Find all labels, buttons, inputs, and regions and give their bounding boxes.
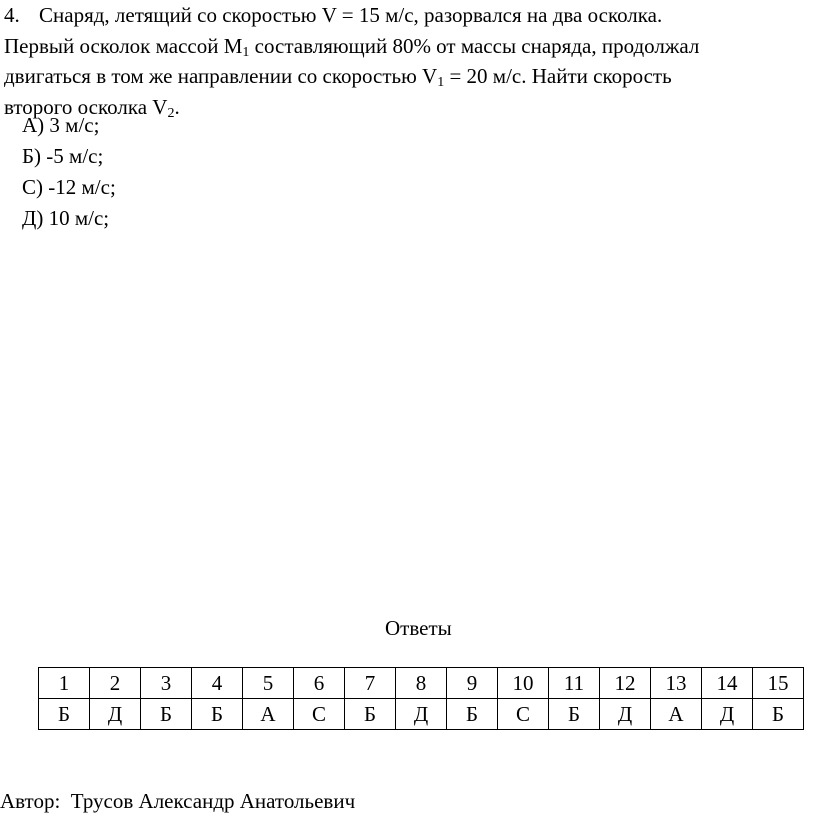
problem-number: 4. xyxy=(4,3,20,27)
problem-line-4-post: . xyxy=(174,94,180,119)
answer-letter-cell: Б xyxy=(345,699,396,730)
author-line xyxy=(0,788,355,814)
answer-letter-cell: Б xyxy=(141,699,192,730)
problem-line-1-text: Снаряд, летящий со скоростью V = 15 м/с, разорвался на два осколка. xyxy=(39,3,663,27)
answer-letter-cell: Б xyxy=(39,699,90,730)
problem-line-3-pre: двигаться в том же направлении со скоростью V xyxy=(4,64,438,88)
answer-letter-cell: Д xyxy=(90,699,141,730)
velocity1-subscript: 1 xyxy=(437,75,445,90)
answers-title: Ответы xyxy=(385,616,452,640)
answer-number-cell: 10 xyxy=(498,668,549,699)
problem-line-2-pre: Первый осколок массой M xyxy=(4,33,243,58)
answer-number-cell: 11 xyxy=(549,668,600,699)
answer-letter-cell: С xyxy=(498,699,549,730)
answer-letter-cell: Б xyxy=(192,699,243,730)
answer-number-cell: 4 xyxy=(192,668,243,699)
option-b: Б) -5 м/с; xyxy=(22,144,104,168)
answers-numbers-row xyxy=(39,668,804,699)
answer-number-cell: 8 xyxy=(396,668,447,699)
option-d: Д) 10 м/с; xyxy=(22,206,110,230)
answer-number-cell: 7 xyxy=(345,668,396,699)
answer-letter-cell: Б xyxy=(753,699,804,730)
author-label: Автор: xyxy=(0,789,61,813)
problem-line-1 xyxy=(4,0,812,31)
answer-letter-cell: С xyxy=(294,699,345,730)
answers-letters-row xyxy=(39,699,804,730)
velocity2-subscript: 2 xyxy=(167,105,175,121)
author-name: Трусов Александр Анатольевич xyxy=(70,789,356,813)
answer-number-cell: 14 xyxy=(702,668,753,699)
problem-line-2 xyxy=(4,31,812,62)
problem-text xyxy=(4,0,812,122)
problem-line-4 xyxy=(4,92,812,123)
answer-options xyxy=(22,110,116,234)
answer-number-cell: 2 xyxy=(90,668,141,699)
answer-letter-cell: А xyxy=(243,699,294,730)
answer-number-cell: 15 xyxy=(753,668,804,699)
answer-number-cell: 6 xyxy=(294,668,345,699)
answers-table xyxy=(38,667,804,730)
answer-letter-cell: А xyxy=(651,699,702,730)
answer-letter-cell: Б xyxy=(447,699,498,730)
answer-number-cell: 13 xyxy=(651,668,702,699)
mass-subscript: 1 xyxy=(242,44,250,60)
answer-number-cell: 5 xyxy=(243,668,294,699)
answer-letter-cell: Д xyxy=(396,699,447,730)
problem-line-3-post: = 20 м/с. Найти скорость xyxy=(444,64,672,88)
problem-line-2-post: составляющий 80% от массы снаряда, продолжал xyxy=(249,33,700,58)
problem-line-3 xyxy=(4,61,812,92)
problem-line-4-pre: второго осколка V xyxy=(4,94,168,119)
answer-letter-cell: Д xyxy=(702,699,753,730)
option-a: А) 3 м/с; xyxy=(22,113,100,137)
answer-letter-cell: Д xyxy=(600,699,651,730)
option-c: С) -12 м/с; xyxy=(22,175,116,199)
answer-number-cell: 12 xyxy=(600,668,651,699)
answer-number-cell: 9 xyxy=(447,668,498,699)
answer-number-cell: 3 xyxy=(141,668,192,699)
answer-number-cell: 1 xyxy=(39,668,90,699)
answer-letter-cell: Б xyxy=(549,699,600,730)
